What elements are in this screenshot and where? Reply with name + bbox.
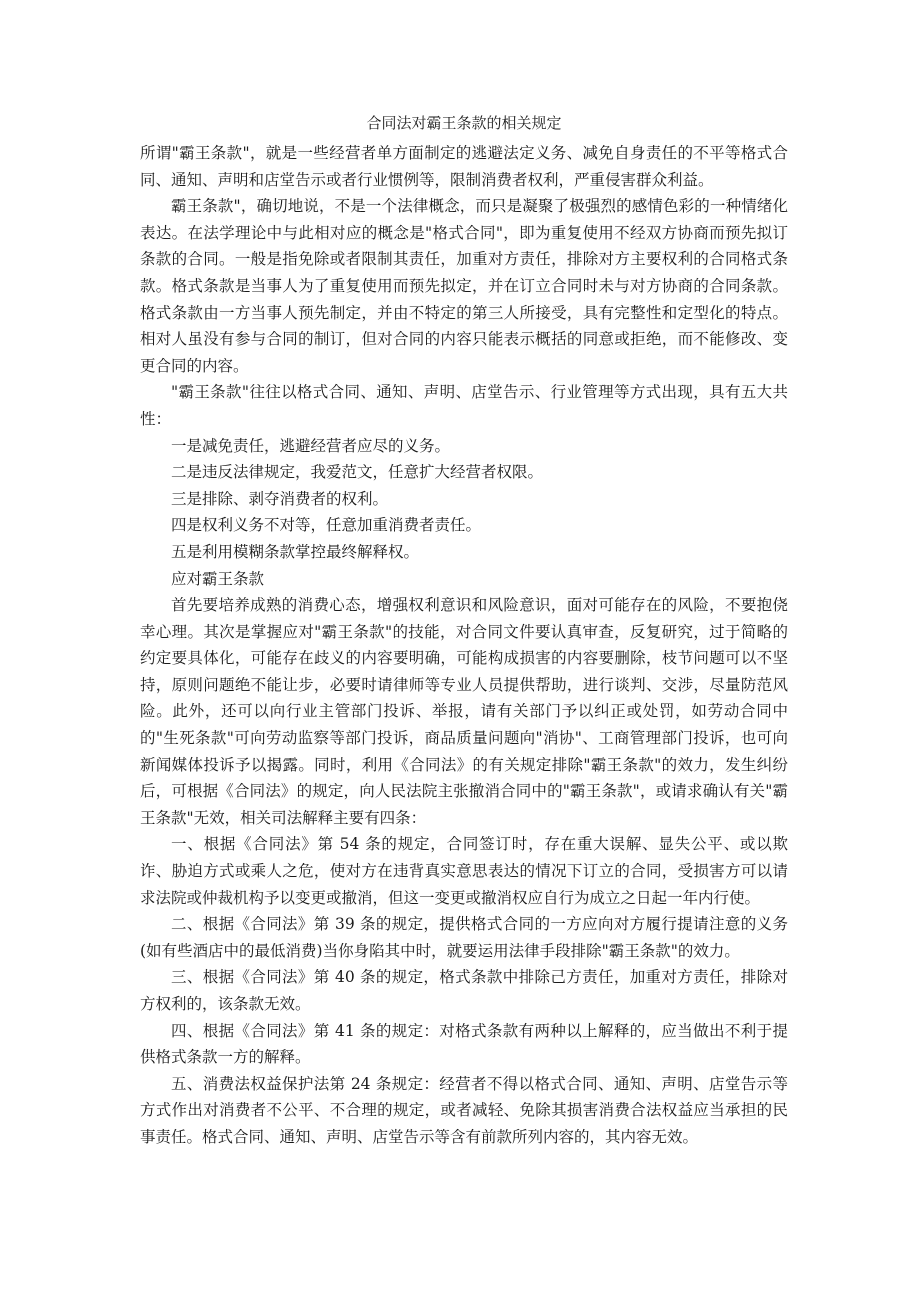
list-item-rule-4: 四、根据《合同法》第 41 条的规定：对格式条款有两种以上解释的，应当做出不利于提供格式条款一方的解释。	[140, 1021, 788, 1067]
paragraph-common-traits: "霸王条款"往往以格式合同、通知、声明、店堂告示、行业管理等方式出现，具有五大共性：	[140, 383, 788, 428]
list-item-trait-1: 一是减免责任，逃避经营者应尽的义务。	[171, 436, 451, 455]
document-page	[140, 110, 788, 1151]
document-title: 合同法对霸王条款的相关规定	[366, 114, 562, 132]
list-item-rule-1: 一、根据《合同法》第 54 条的规定，合同签订时，存在重大误解、显失公平、或以欺诈、胁迫方式或乘人之危，使对方在违背真实意思表达的情况下订立的合同，受损害方可以请求法院或仲裁机构予以变更或撤消，但这一变更或撤消权应自行为成立之日起一年内行使。	[140, 835, 788, 907]
list-item-trait-2: 二是违反法律规定，我爱范文，任意扩大经营者权限。	[171, 463, 544, 482]
list-item-trait-5: 五是利用模糊条款掌控最终解释权。	[171, 542, 420, 561]
paragraph-response: 首先要培养成熟的消费心态，增强权利意识和风险意识，面对可能存在的风险，不要抱侥幸心理。其次是掌握应对"霸王条款"的技能，对合同文件要认真审查，反复研究，过于简略的约定要具体化，可能存在歧义的内容要明确，可能构成损害的内容要删除，枝节问题可以不坚持，原则问题绝不能让步，必要时请律师等专业人员提供帮助，进行谈判、交涉，尽量防范风险。此外，还可以向行业主管部门投诉、举报，请有关部门予以纠正或处罚，如劳动合同中的"生死条款"可向劳动监察等部门投诉，商品质量问题向"消协"、工商管理部门投诉，也可向新闻媒体投诉予以揭露。同时，利用《合同法》的有关规定排除"霸王条款"的效力，发生纠纷后，可根据《合同法》的规定，向人民法院主张撤消合同中的"霸王条款"，或请求确认有关"霸王条款"无效，相关司法解释主要有四条：	[140, 596, 788, 827]
list-item-rule-2: 二、根据《合同法》第 39 条的规定，提供格式合同的一方应向对方履行提请注意的义务(如有些酒店中的最低消费)当你身陷其中时，就要运用法律手段排除"霸王条款"的效力。	[140, 915, 788, 960]
paragraph-definition: 所谓"霸王条款"，就是一些经营者单方面制定的逃避法定义务、减免自身责任的不平等格式合同、通知、声明和店堂告示或者行业惯例等，限制消费者权利，严重侵害群众利益。	[140, 144, 788, 189]
section-heading-response: 应对霸王条款	[171, 569, 265, 588]
list-item-rule-5: 五、消费法权益保护法第 24 条规定：经营者不得以格式合同、通知、声明、店堂告示等方式作出对消费者不公平、不合理的规定，或者减轻、免除其损害消费合法权益应当承担的民事责任。格式合同、通知、声明、店堂告示等含有前款所列内容的，其内容无效。	[140, 1074, 788, 1146]
list-item-rule-3: 三、根据《合同法》第 40 条的规定，格式条款中排除己方责任，加重对方责任，排除对方权利的，该条款无效。	[140, 968, 788, 1013]
paragraph-concept: 霸王条款"，确切地说，不是一个法律概念，而只是凝聚了极强烈的感情色彩的一种情绪化表达。在法学理论中与此相对应的概念是"格式合同"，即为重复使用不经双方协商而预先拟订条款的合同。一般是指免除或者限制其责任，加重对方责任，排除对方主要权利的合同格式条款。格式条款是当事人为了重复使用而预先拟定，并在订立合同时未与对方协商的合同条款。格式条款由一方当事人预先制定，并由不特定的第三人所接受，具有完整性和定型化的特点。相对人虽没有参与合同的制订，但对合同的内容只能表示概括的同意或拒绝，而不能修改、变更合同的内容。	[140, 197, 788, 375]
list-item-trait-4: 四是权利义务不对等，任意加重消费者责任。	[171, 516, 482, 535]
list-item-trait-3: 三是排除、剥夺消费者的权利。	[171, 489, 389, 508]
